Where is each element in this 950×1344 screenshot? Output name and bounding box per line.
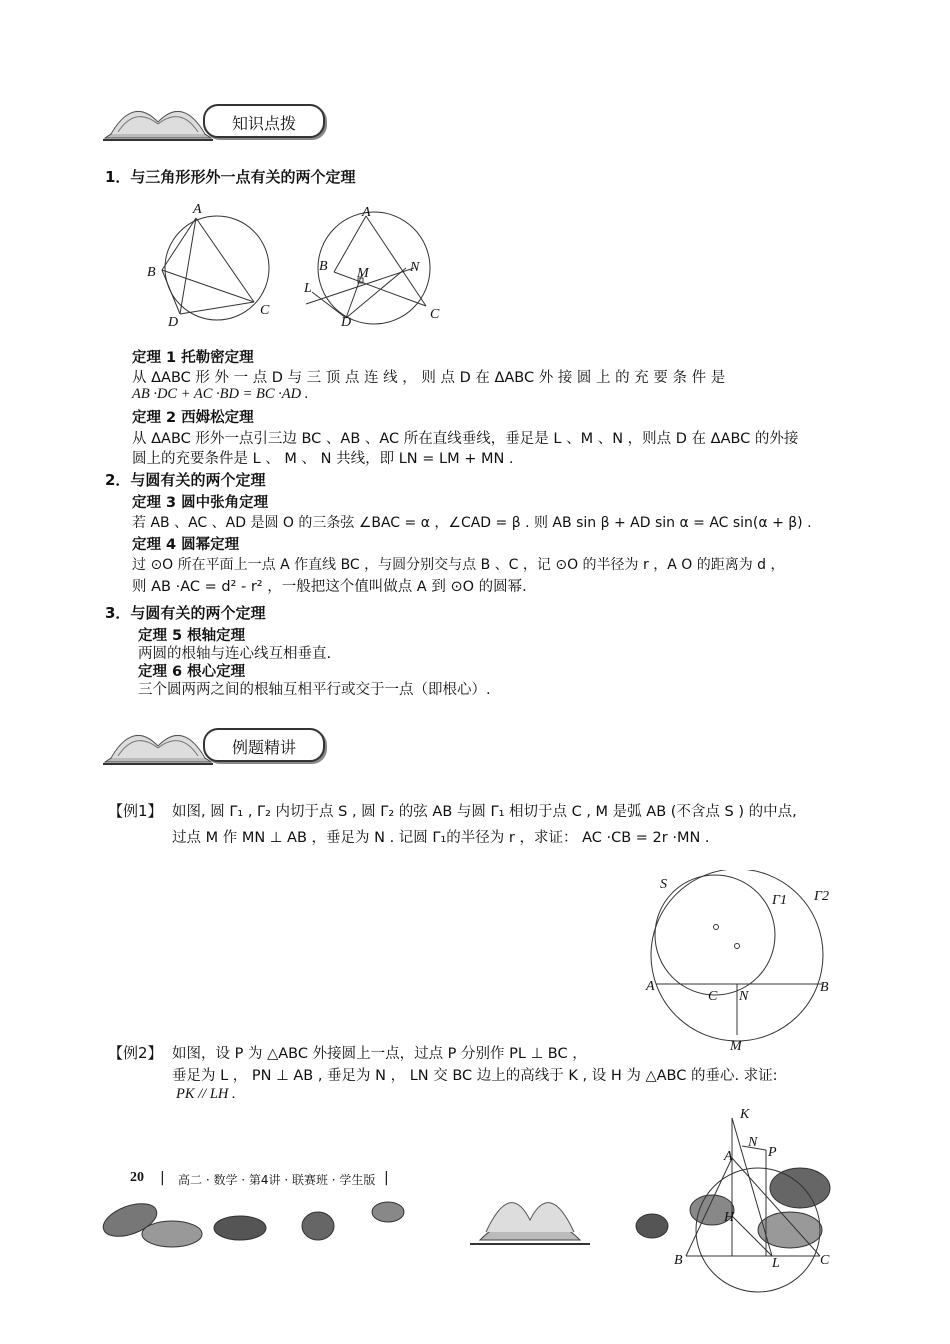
label: D — [168, 315, 179, 330]
label: N — [410, 260, 420, 275]
page-number: 20 — [130, 1170, 144, 1185]
heading-1: 1．与三角形形外一点有关的两个定理 — [105, 168, 356, 186]
footer-text: 高二 · 数学 · 第4讲 · 联赛班 · 学生版 — [178, 1173, 376, 1187]
label: M — [357, 266, 369, 281]
theorem-title: 定理 1 托勒密定理 — [132, 350, 254, 366]
label: B — [319, 259, 328, 274]
label: D — [341, 315, 352, 330]
label: B — [820, 980, 829, 995]
figure-ptolemy — [140, 198, 280, 330]
label: A — [724, 1149, 733, 1164]
theorem-text: 则 AB ·AC = d² - r² ，一般把这个值叫做点 A 到 ⊙O 的圆幂. — [132, 579, 527, 595]
label: C — [260, 303, 270, 318]
theorem-text: 从 ΔABC 形 外 一 点 D 与 三 顶 点 连 线 ， 则 点 D 在 ΔABC 外 接 圆 上 的 充 要 条 件 是 — [132, 370, 726, 386]
label: A — [646, 979, 655, 994]
section-banner-examples — [103, 722, 325, 770]
label: S — [660, 877, 667, 892]
example-text: 过点 M 作 MN ⊥ AB ，垂足为 N . 记圆 Γ₁的半径为 r ，求证： AC ·CB = 2r ·MN . — [172, 830, 710, 846]
theorem-title: 定理 4 圆幂定理 — [132, 537, 240, 553]
label: L — [304, 281, 312, 296]
banner-title: 例题精讲 — [231, 738, 296, 757]
label: L — [772, 1256, 780, 1271]
label: A — [193, 202, 202, 217]
label: M — [730, 1039, 742, 1054]
example-text: PK // LH . — [176, 1086, 236, 1102]
theorem-text: 过 ⊙O 所在平面上一点 A 作直线 BC ，与圆分别交与点 B 、C ，记 ⊙O 的半径为 r ，A O 的距离为 d ， — [132, 557, 785, 573]
label: N — [739, 989, 749, 1004]
theorem-title: 定理 5 根轴定理 — [138, 628, 246, 644]
example-text: 如图，设 P 为 △ABC 外接圆上一点，过点 P 分别作 PL ⊥ BC ， — [172, 1046, 587, 1062]
theorem-text: 两圆的根轴与连心线互相垂直. — [138, 646, 332, 662]
theorem-title: 定理 6 根心定理 — [138, 664, 246, 680]
example-tag: 【例2】 — [108, 1044, 163, 1062]
theorem-formula: AB ·DC + AC ·BD = BC ·AD . — [132, 386, 309, 402]
label: H — [724, 1210, 735, 1225]
figure-example1 — [640, 870, 850, 1056]
theorem-text: 若 AB 、AC 、AD 是圆 O 的三条弦 ∠BAC = α ，∠CAD = β . 则 AB sin β + AD sin α = AC sin(α + β) . — [132, 515, 812, 531]
label: C — [708, 989, 718, 1004]
figure-simson — [298, 198, 448, 330]
footer-separator: | — [384, 1170, 389, 1186]
open-book-icon — [103, 722, 213, 770]
label: Γ1 — [772, 893, 787, 908]
label: Γ2 — [814, 889, 829, 904]
label: C — [430, 307, 440, 322]
theorem-text: 三个圆两两之间的根轴互相平行或交于一点（即根心）. — [138, 682, 491, 698]
label: B — [674, 1253, 683, 1268]
heading-3: 3．与圆有关的两个定理 — [105, 604, 266, 622]
example-text: 如图, 圆 Γ₁ , Γ₂ 内切于点 S , 圆 Γ₂ 的弦 AB 与圆 Γ₁ 相切于点 C , M 是弧 AB (不含点 S ) 的中点, — [172, 804, 797, 820]
open-book-icon — [103, 98, 213, 146]
theorem-text: 圆上的充要条件是 L 、 M 、 N 共线，即 LN = LM + MN . — [132, 451, 514, 467]
footer-separator: | — [160, 1170, 165, 1186]
figure-example2 — [668, 1100, 848, 1300]
label: A — [362, 205, 371, 220]
theorem-title: 定理 2 西姆松定理 — [132, 410, 254, 426]
section-banner-knowledge — [103, 98, 325, 146]
example-text: 垂足为 L ， PN ⊥ AB , 垂足为 N ， LN 交 BC 边上的高线于 K , 设 H 为 △ABC 的垂心. 求证: — [172, 1068, 778, 1084]
theorem-title: 定理 3 圆中张角定理 — [132, 495, 269, 511]
theorem-text: 从 ΔABC 形外一点引三边 BC 、AB 、AC 所在直线垂线，垂足是 L 、M 、N ，则点 D 在 ΔABC 的外接 — [132, 431, 799, 447]
example-tag: 【例1】 — [108, 802, 163, 820]
heading-2: 2．与圆有关的两个定理 — [105, 471, 266, 489]
label: C — [820, 1253, 830, 1268]
label: K — [740, 1107, 750, 1122]
label: N — [748, 1135, 758, 1150]
banner-title: 知识点拨 — [231, 114, 296, 133]
label: B — [147, 265, 156, 280]
label: P — [768, 1145, 777, 1160]
